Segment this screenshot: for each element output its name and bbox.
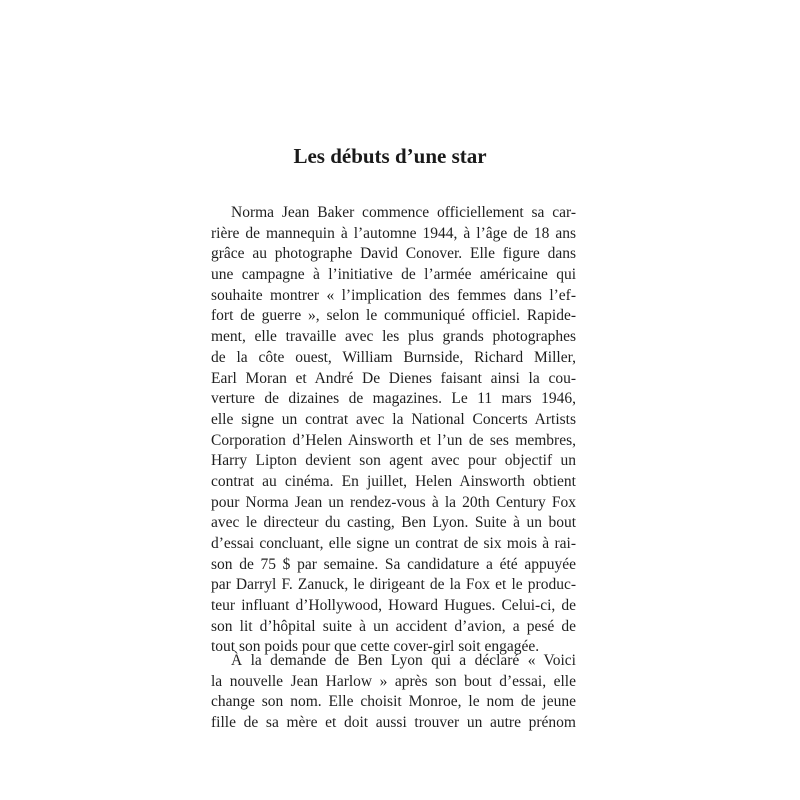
text-line: contrat au cinéma. En juillet, Helen Ainsworth obtient bbox=[211, 472, 576, 490]
text-line: À la demande de Ben Lyon qui a déclaré « Voici bbox=[231, 652, 576, 669]
paragraph-1 bbox=[211, 203, 576, 658]
text-line: fort de guerre », selon le communiqué officiel. Rapide- bbox=[211, 307, 576, 325]
text-line: Harry Lipton devient son agent avec pour objectif un bbox=[211, 452, 576, 470]
text-line: tout son poids pour que cette cover-girl soit engagée. bbox=[211, 638, 540, 656]
text-line: Earl Moran et André De Dienes faisant ainsi la cou- bbox=[211, 369, 576, 387]
text-line: rière de mannequin à l’automne 1944, à l’âge de 18 ans bbox=[211, 224, 576, 242]
text-line: Corporation d’Helen Ainsworth et l’un de ses membres, bbox=[211, 431, 576, 449]
text-line: avec le directeur du casting, Ben Lyon. Suite à un bout bbox=[211, 514, 576, 532]
text-line: par Darryl F. Zanuck, le dirigeant de la Fox et le produc- bbox=[211, 576, 576, 594]
text-line: son de 75 $ par semaine. Sa candidature a été appuyée bbox=[211, 555, 576, 573]
text-line: de la côte ouest, William Burnside, Richard Miller, bbox=[211, 348, 576, 366]
text-line: souhaite montrer « l’implication des femmes dans l’ef- bbox=[211, 286, 576, 304]
text-line: ment, elle travaille avec les plus grands photographes bbox=[211, 328, 576, 346]
text-line: change son nom. Elle choisit Monroe, le nom de jeune bbox=[211, 693, 576, 711]
text-line: teur influant d’Hollywood, Howard Hugues. Celui-ci, de bbox=[211, 597, 576, 615]
text-line: verture de dizaines de magazines. Le 11 mars 1946, bbox=[211, 390, 576, 408]
text-line: une campagne à l’initiative de l’armée américaine qui bbox=[211, 266, 576, 284]
text-line: d’essai concluant, elle signe un contrat de six mois à rai- bbox=[211, 535, 576, 552]
chapter-title: Les débuts d’une star bbox=[293, 144, 487, 169]
text-line: la nouvelle Jean Harlow » après son bout d’essai, elle bbox=[211, 672, 576, 690]
text-line: pour Norma Jean un rendez-vous à la 20th Century Fox bbox=[211, 493, 576, 511]
text-line: elle signe un contrat avec la National Concerts Artists bbox=[211, 410, 576, 428]
text-line: Norma Jean Baker commence officiellement sa car- bbox=[231, 204, 576, 221]
text-line: son lit d’hôpital suite à un accident d’avion, a pesé de bbox=[211, 617, 576, 635]
text-line: fille de sa mère et doit aussi trouver un autre prénom bbox=[211, 714, 576, 732]
text-line: grâce au photographe David Conover. Elle figure dans bbox=[211, 245, 576, 263]
paragraph-2 bbox=[211, 651, 576, 734]
